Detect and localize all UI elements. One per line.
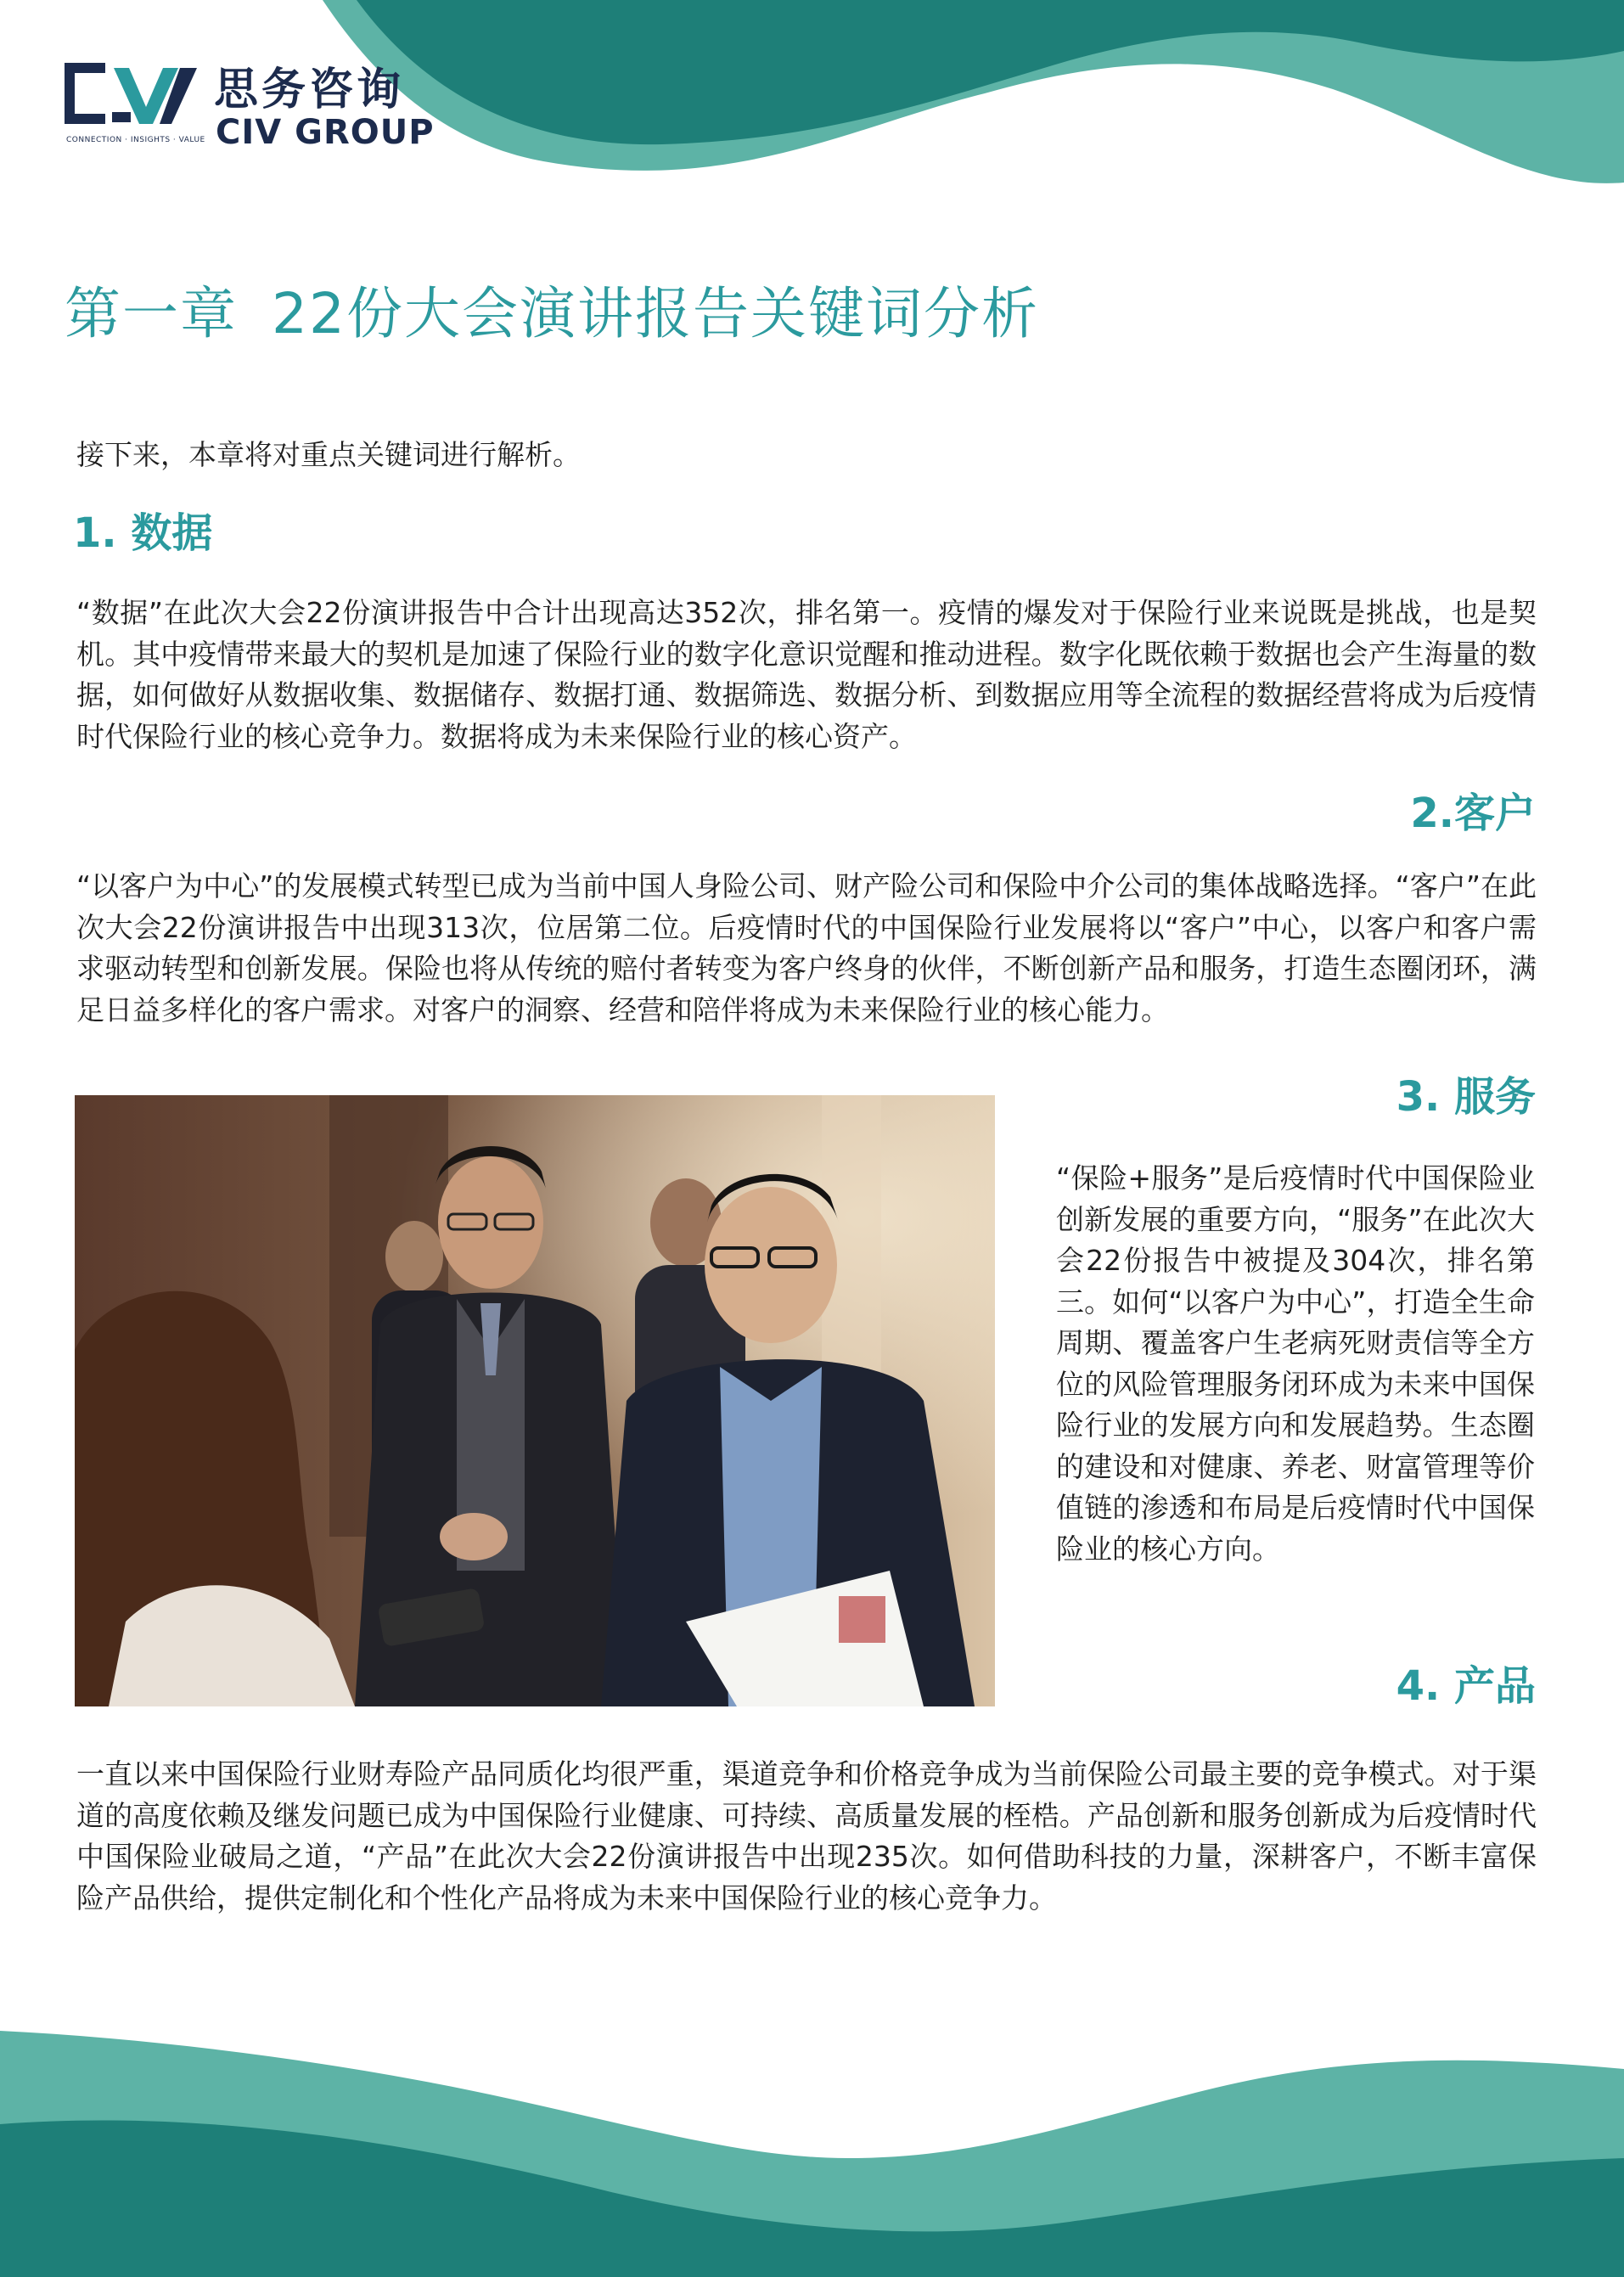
section-body-customer: “以客户为中心”的发展模式转型已成为当前中国人身险公司、财产险公司和保险中介公司的集体战略选择。“客户”在此次大会22份演讲报告中出现313次，位居第二位。后疫情时代的中国保险行业发展将以“客户”中心，以客户和客户需求驱动转型和创新发展。保险也将从传统的赔付者转变为客户终身的伙伴，不断创新产品和服务，打造生态圈闭环，满足日益多样化的客户需求。对客户的洞察、经营和陪伴将成为未来保险行业的核心能力。 xyxy=(76,869,1537,1026)
civ-group-logo xyxy=(65,63,438,152)
civ-logo-mark xyxy=(65,63,200,134)
bottom-wave-decoration xyxy=(0,2031,1624,2277)
chapter-title xyxy=(65,280,1039,348)
section-body-data: “数据”在此次大会22份演讲报告中合计出现高达352次，排名第一。疫情的爆发对于保险行业来说既是挑战，也是契机。其中疫情带来最大的契机是加速了保险行业的数字化意识觉醒和推动进程。数字化既依赖于数据也会产生海量的数据，如何做好从数据收集、数据储存、数据打通、数据筛选、数据分析、到数据应用等全流程的数据经营将成为后疫情时代保险行业的核心竞争力。数据将成为未来保险行业的核心资产。 xyxy=(76,596,1537,753)
logo-chinese-name: 思务咨询 xyxy=(214,65,405,115)
section-heading-product: 4. 产品 xyxy=(1396,1662,1536,1710)
chapter-label: 第一章 xyxy=(65,281,238,346)
logo-english-name: CIV GROUP xyxy=(216,113,435,152)
logo-tagline: CONNECTION · INSIGHTS · VALUE xyxy=(66,136,205,144)
section-body-service: “保险+服务”是后疫情时代中国保险业创新发展的重要方向，“服务”在此次大会22份报告中被提及304次，排名第三。如何“以客户为中心”，打造全生命周期、覆盖客户生老病死财责信等全方位的风险管理服务闭环成为未来中国保险行业的发展方向和发展趋势。生态圈的建设和对健康、养老、财富管理等价值链的渗透和布局是后疫情时代中国保险业的核心方向。 xyxy=(1056,1161,1535,1566)
chapter-title-text: 22份大会演讲报告关键词分析 xyxy=(272,281,1039,346)
section-heading-data: 1. 数据 xyxy=(73,509,213,557)
section-body-product: 一直以来中国保险行业财寿险产品同质化均很严重，渠道竞争和价格竞争成为当前保险公司最主要的竞争模式。对于渠道的高度依赖及继发问题已成为中国保险行业健康、可持续、高质量发展的桎梏。产品创新和服务创新成为后疫情时代中国保险业破局之道，“产品”在此次大会22份演讲报告中出现235次。如何借助科技的力量，深耕客户，不断丰富保险产品供给，提供定制化和个性化产品将成为未来中国保险行业的核心竞争力。 xyxy=(76,1757,1537,1914)
event-photo xyxy=(75,1095,995,1706)
section-heading-customer: 2.客户 xyxy=(1410,790,1536,837)
intro-text: 接下来，本章将对重点关键词进行解析。 xyxy=(76,438,581,471)
section-heading-service: 3. 服务 xyxy=(1396,1073,1536,1121)
